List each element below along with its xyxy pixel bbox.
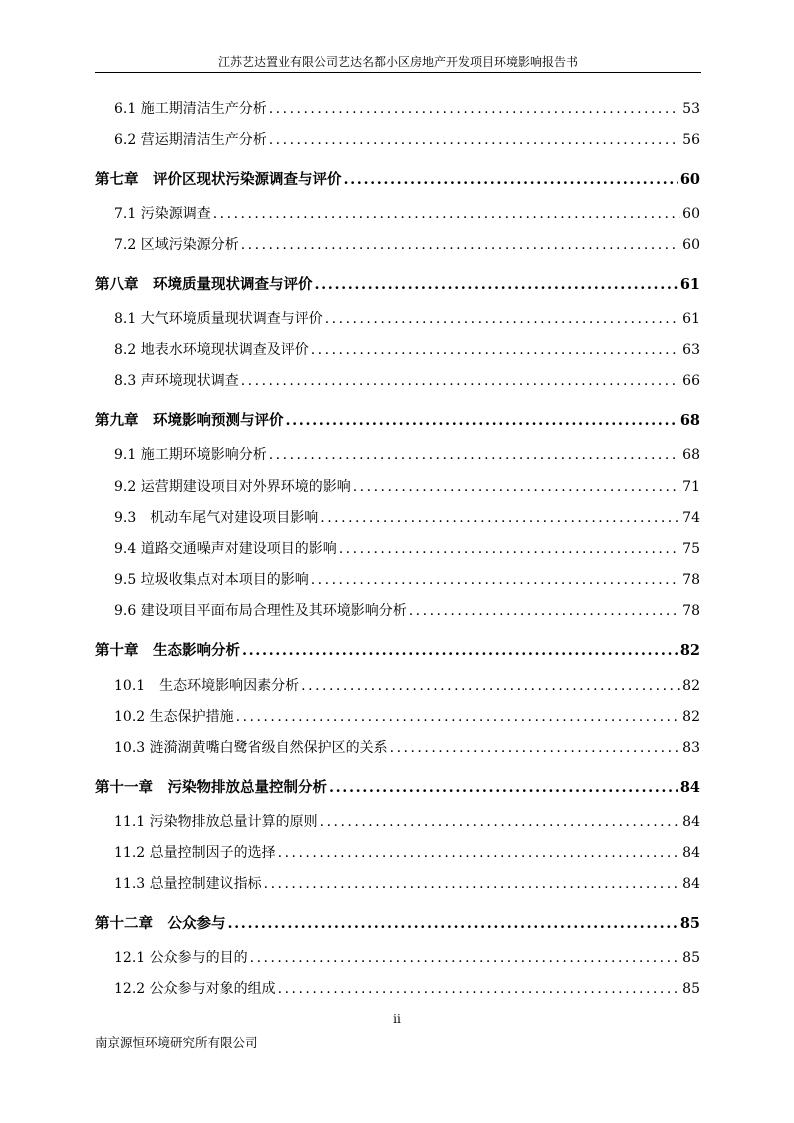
toc-entry-label: 9.5 垃圾收集点对本项目的影响 xyxy=(114,572,309,588)
toc-entry-label: 8.1 大气环境质量现状调查与评价 xyxy=(114,311,323,327)
toc-chapter-label: 第九章 环境影响预测与评价 xyxy=(95,412,284,429)
toc-entry-label: 7.2 区域污染源分析 xyxy=(114,237,239,253)
footer-company-name: 南京源恒环境研究所有限公司 xyxy=(95,1035,258,1050)
toc-entry-page: 60 xyxy=(682,237,700,253)
toc-chapter-label: 第八章 环境质量现状调查与评价 xyxy=(95,276,313,293)
toc-chapter[interactable] xyxy=(95,168,700,189)
toc-entry-page: 53 xyxy=(682,101,700,117)
document-header: 江苏艺达置业有限公司艺达名都小区房地产开发项目环境影响报告书 xyxy=(95,52,701,73)
toc-entry[interactable] xyxy=(95,706,700,726)
toc-entry-label: 12.1 公众参与的目的 xyxy=(114,950,248,966)
toc-entry-page: 84 xyxy=(682,814,700,830)
toc-entry-label: 10.1 生态环境影响因素分析 xyxy=(114,678,300,694)
leader-dots xyxy=(278,845,681,861)
toc-entry-page: 60 xyxy=(682,206,700,222)
leader-dots xyxy=(213,206,680,222)
toc-entry-page: 66 xyxy=(682,373,700,389)
toc-chapter[interactable] xyxy=(95,273,700,294)
toc-entry-page: 71 xyxy=(682,479,700,495)
leader-dots xyxy=(353,479,680,495)
leader-dots xyxy=(264,876,681,892)
toc-entry-label: 10.2 生态保护措施 xyxy=(114,709,234,725)
toc-entry-label: 9.6 建设项目平面布局合理性及其环境影响分析 xyxy=(114,603,407,619)
toc-entry-page: 78 xyxy=(682,603,700,619)
leader-dots xyxy=(228,915,678,932)
toc-entry-label: 8.3 声环境现状调查 xyxy=(114,373,239,389)
toc-entry-label: 9.2 运营期建设项目对外界环境的影响 xyxy=(114,479,351,495)
toc-entry-label: 9.1 施工期环境影响分析 xyxy=(114,447,267,463)
toc-entry-label: 9.3 机动车尾气对建设项目影响 xyxy=(114,510,319,526)
toc-entry[interactable] xyxy=(95,842,700,862)
page-number: ii xyxy=(393,1012,401,1026)
toc-entry-page: 74 xyxy=(682,510,700,526)
leader-dots xyxy=(409,603,680,619)
toc-chapter-label: 第十二章 公众参与 xyxy=(95,915,226,932)
toc-entry-page: 84 xyxy=(682,876,700,892)
leader-dots xyxy=(301,678,680,694)
toc-entry-page: 63 xyxy=(682,342,700,358)
toc-entry[interactable] xyxy=(95,811,700,831)
toc-entry-label: 11.2 总量控制因子的选择 xyxy=(114,845,276,861)
leader-dots xyxy=(320,510,680,526)
toc-entry-page: 82 xyxy=(682,709,700,725)
toc-entry-page: 84 xyxy=(682,845,700,861)
leader-dots xyxy=(269,447,680,463)
toc-entry-label: 12.2 公众参与对象的组成 xyxy=(114,981,276,997)
toc-entry-page: 78 xyxy=(682,572,700,588)
toc-chapter-page: 82 xyxy=(679,642,700,659)
toc-entry-page: 82 xyxy=(682,678,700,694)
toc-entry-page: 85 xyxy=(682,950,700,966)
toc-entry[interactable] xyxy=(95,476,700,496)
toc-entry-page: 75 xyxy=(682,541,700,557)
toc-entry-label: 7.1 污染源调查 xyxy=(114,206,211,222)
toc-entry[interactable] xyxy=(95,370,700,390)
toc-entry-label: 9.4 道路交通噪声对建设项目的影响 xyxy=(114,541,337,557)
toc-chapter[interactable] xyxy=(95,639,700,660)
toc-entry[interactable] xyxy=(95,600,700,620)
leader-dots xyxy=(241,237,680,253)
toc-chapter[interactable] xyxy=(95,409,700,430)
toc-entry[interactable] xyxy=(95,947,700,967)
toc-entry[interactable] xyxy=(95,129,700,149)
toc-entry[interactable] xyxy=(95,308,700,328)
leader-dots xyxy=(329,779,678,796)
leader-dots xyxy=(241,373,680,389)
toc-entry-label: 6.2 营运期清洁生产分析 xyxy=(114,132,267,148)
toc-chapter-page: 61 xyxy=(679,276,700,293)
toc-entry[interactable] xyxy=(95,203,700,223)
leader-dots xyxy=(311,572,680,588)
toc-chapter-label: 第十章 生态影响分析 xyxy=(95,642,240,659)
toc-chapter[interactable] xyxy=(95,776,700,797)
toc-entry-page: 85 xyxy=(682,981,700,997)
leader-dots xyxy=(339,541,680,557)
toc-chapter-page: 85 xyxy=(679,915,700,932)
leader-dots xyxy=(250,950,681,966)
toc-entry-label: 8.2 地表水环境现状调查及评价 xyxy=(114,342,309,358)
toc-entry-label: 11.3 总量控制建议指标 xyxy=(114,876,262,892)
toc-entry-page: 61 xyxy=(682,311,700,327)
toc-entry-label: 11.1 污染物排放总量计算的原则 xyxy=(114,814,318,830)
toc-entry-page: 56 xyxy=(682,132,700,148)
leader-dots xyxy=(320,814,681,830)
toc-entry[interactable] xyxy=(95,737,700,757)
toc-chapter-label: 第七章 评价区现状污染源调查与评价 xyxy=(95,171,342,188)
leader-dots xyxy=(236,709,681,725)
toc-entry[interactable] xyxy=(95,538,700,558)
leader-dots xyxy=(269,101,680,117)
leader-dots xyxy=(269,132,680,148)
toc-chapter-page: 68 xyxy=(679,412,700,429)
toc-entry[interactable] xyxy=(95,873,700,893)
toc-entry[interactable] xyxy=(95,234,700,254)
leader-dots xyxy=(242,642,678,659)
toc-entry[interactable] xyxy=(95,444,700,464)
toc-chapter[interactable] xyxy=(95,912,700,933)
leader-dots xyxy=(286,412,678,429)
leader-dots xyxy=(315,276,678,293)
toc-entry[interactable] xyxy=(95,675,700,695)
toc-chapter-label: 第十一章 污染物排放总量控制分析 xyxy=(95,779,327,796)
toc-entry-label: 6.1 施工期清洁生产分析 xyxy=(114,101,267,117)
toc-entry-label: 10.3 涟漪湖黄嘴白鹭省级自然保护区的关系 xyxy=(114,740,388,756)
toc-entry[interactable] xyxy=(95,507,700,527)
toc-entry[interactable] xyxy=(95,569,700,589)
leader-dots xyxy=(325,311,680,327)
leader-dots xyxy=(311,342,680,358)
toc-chapter-page: 84 xyxy=(679,779,700,796)
toc-entry-page: 83 xyxy=(682,740,700,756)
toc-entry[interactable] xyxy=(95,978,700,998)
toc-entry[interactable] xyxy=(95,98,700,118)
toc-entry[interactable] xyxy=(95,339,700,359)
leader-dots xyxy=(278,981,681,997)
toc-entry-page: 68 xyxy=(682,447,700,463)
toc-chapter-page: 60 xyxy=(679,171,700,188)
leader-dots xyxy=(390,740,681,756)
leader-dots xyxy=(344,171,678,188)
